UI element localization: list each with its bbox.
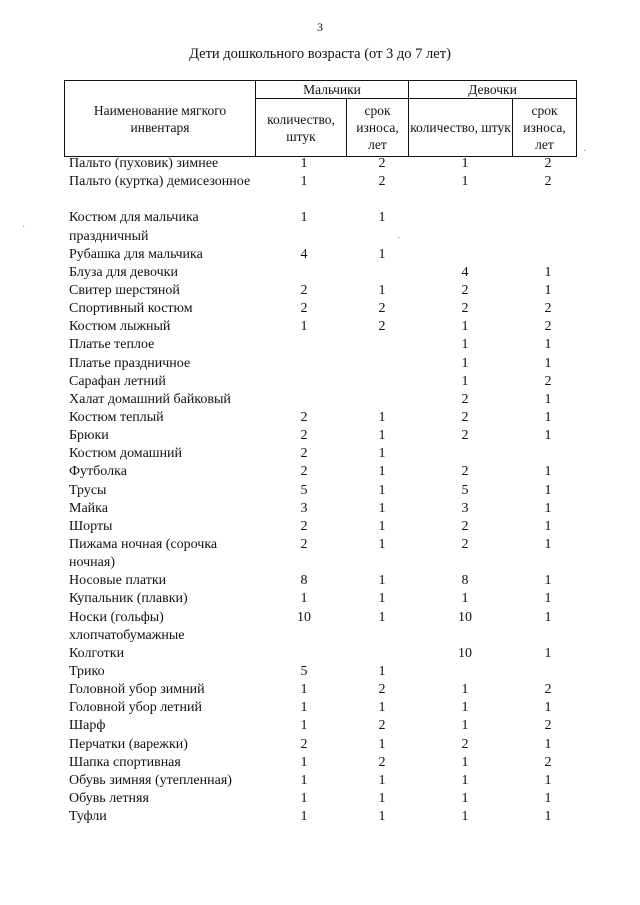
item-name: Пижама ночная (сорочка ночная): [69, 536, 218, 571]
boys-quantity: 1: [300, 591, 308, 607]
table-row: [64, 336, 576, 354]
boys-term: 1: [378, 428, 386, 444]
boys-quantity: 1: [300, 156, 308, 171]
boys-quantity: 2: [300, 428, 308, 444]
boys-quantity: 2: [300, 283, 308, 299]
boys-quantity: 10: [297, 609, 311, 625]
girls-quantity: 2: [461, 428, 469, 444]
table-row: [64, 427, 576, 445]
girls-term: 2: [544, 156, 552, 171]
table-header: [64, 80, 577, 157]
item-name: Перчатки (варежки): [69, 736, 188, 752]
boys-term: 1: [378, 464, 386, 480]
girls-term: 2: [544, 718, 552, 734]
girls-quantity: 2: [461, 536, 469, 552]
boys-quantity: 1: [300, 700, 308, 716]
table-row: [64, 790, 576, 808]
table-row: [64, 572, 576, 590]
item-name: Футболка: [69, 464, 127, 480]
item-name: Брюки: [69, 428, 109, 444]
girls-term: 2: [544, 319, 552, 335]
girls-quantity: 1: [461, 373, 469, 389]
table-row: [64, 609, 576, 645]
table-row: [64, 373, 576, 391]
girls-quantity: 10: [458, 609, 472, 625]
boys-term: 2: [378, 718, 386, 734]
boys-term: 1: [378, 772, 386, 788]
item-name: Костюм лыжный: [69, 319, 171, 335]
boys-term: 1: [378, 536, 386, 552]
item-name: Обувь летняя: [69, 790, 149, 806]
item-name: Головной убор зимний: [69, 682, 205, 698]
item-name: Рубашка для мальчика: [69, 246, 203, 262]
table-row: [64, 518, 576, 536]
boys-term: 1: [378, 210, 386, 226]
girls-term: 2: [544, 174, 552, 190]
boys-quantity: 1: [300, 809, 308, 825]
item-name: Свитер шерстяной: [69, 283, 180, 299]
table-row: [64, 246, 576, 264]
girls-quantity: 1: [461, 174, 469, 190]
boys-term: 2: [378, 754, 386, 770]
boys-quantity: 3: [300, 500, 308, 516]
girls-term: 1: [544, 736, 552, 752]
table-row: [64, 536, 576, 572]
boys-term: 1: [378, 809, 386, 825]
boys-quantity: 2: [300, 464, 308, 480]
boys-quantity: 1: [300, 754, 308, 770]
girls-quantity: 10: [458, 645, 472, 661]
table-row: [64, 681, 576, 699]
girls-term: 1: [544, 464, 552, 480]
header-boys-term: срок износа, лет: [347, 99, 409, 157]
boys-quantity: 2: [300, 446, 308, 462]
table-row: [64, 808, 576, 826]
table-row: [64, 409, 576, 427]
girls-quantity: 1: [461, 790, 469, 806]
boys-term: 1: [378, 664, 386, 679]
scan-mark: ·: [583, 146, 587, 157]
girls-term: 1: [544, 264, 552, 280]
girls-quantity: 1: [461, 754, 469, 770]
table-row: [64, 155, 576, 173]
girls-term: 1: [544, 410, 552, 425]
table-row: [64, 736, 576, 754]
girls-term: 1: [544, 645, 552, 661]
girls-term: 1: [544, 355, 552, 371]
table-row: [64, 717, 576, 735]
boys-quantity: 1: [300, 682, 308, 698]
table-row: [64, 590, 576, 608]
girls-term: 1: [544, 500, 552, 516]
table-row: [64, 209, 576, 245]
item-name: Носовые платки: [69, 573, 167, 589]
girls-quantity: 1: [461, 700, 469, 716]
boys-quantity: 2: [300, 536, 308, 552]
girls-term: 1: [544, 391, 552, 407]
item-name: Головной убор летний: [69, 700, 202, 716]
girls-term: 1: [544, 518, 552, 534]
table-row: [64, 463, 576, 481]
girls-term: 2: [544, 754, 552, 770]
boys-term: 1: [378, 446, 386, 462]
item-name: Шапка спортивная: [69, 754, 181, 770]
boys-term: 2: [378, 682, 386, 698]
girls-term: 1: [544, 428, 552, 444]
girls-term: 1: [544, 700, 552, 716]
boys-term: 1: [378, 246, 386, 262]
girls-term: 2: [544, 682, 552, 698]
girls-quantity: 3: [461, 500, 469, 516]
table-row: [64, 645, 576, 663]
boys-quantity: 1: [300, 174, 308, 190]
girls-term: 1: [544, 591, 552, 607]
scan-mark: ·: [22, 222, 26, 233]
item-name: Костюм теплый: [69, 410, 164, 425]
item-name: Трико: [69, 664, 105, 679]
scan-mark: ·: [397, 233, 401, 244]
page-number: 3: [317, 20, 323, 34]
girls-term: 1: [544, 283, 552, 299]
item-name: Костюм для мальчика праздничный: [69, 210, 199, 244]
girls-term: 1: [544, 609, 552, 625]
item-name: Носки (гольфы) хлопчатобумажные: [69, 609, 185, 643]
item-name: Обувь зимняя (утепленная): [69, 772, 232, 788]
boys-quantity: 1: [300, 319, 308, 335]
girls-quantity: 2: [461, 518, 469, 534]
boys-term: 1: [378, 500, 386, 516]
boys-quantity: 2: [300, 736, 308, 752]
girls-term: 2: [544, 373, 552, 389]
boys-term: 1: [378, 482, 386, 498]
boys-quantity: 2: [300, 518, 308, 534]
girls-term: 1: [544, 482, 552, 498]
girls-quantity: 2: [461, 736, 469, 752]
boys-quantity: 2: [300, 410, 308, 425]
girls-term: 2: [544, 301, 552, 317]
girls-quantity: 1: [461, 591, 469, 607]
boys-term: 1: [378, 573, 386, 589]
table-row: [64, 264, 576, 282]
girls-term: 1: [544, 809, 552, 825]
boys-quantity: 8: [300, 573, 308, 589]
item-name: Сарафан летний: [69, 373, 166, 389]
header-boys-quantity: количество, штук: [256, 99, 347, 157]
boys-term: 1: [378, 283, 386, 299]
table-row: [64, 445, 576, 463]
girls-term: 1: [544, 337, 552, 353]
girls-term: 1: [544, 772, 552, 788]
item-name: Трусы: [69, 482, 107, 498]
item-name: Купальник (плавки): [69, 591, 188, 607]
girls-term: 1: [544, 573, 552, 589]
boys-quantity: 5: [300, 482, 308, 498]
item-name: Колготки: [69, 645, 125, 661]
girls-quantity: 1: [461, 337, 469, 353]
item-name: Блуза для девочки: [69, 264, 178, 280]
boys-term: 1: [378, 591, 386, 607]
boys-quantity: 2: [300, 301, 308, 317]
girls-quantity: 2: [461, 391, 469, 407]
boys-term: 1: [378, 410, 386, 425]
girls-quantity: 1: [461, 319, 469, 335]
girls-quantity: 2: [461, 283, 469, 299]
header-boys: Мальчики: [256, 81, 409, 99]
boys-quantity: 1: [300, 790, 308, 806]
table-row: [64, 355, 576, 373]
girls-quantity: 5: [461, 482, 469, 498]
document-title: Дети дошкольного возраста (от 3 до 7 лет): [189, 46, 451, 62]
item-name: Платье праздничное: [69, 355, 191, 371]
boys-quantity: 1: [300, 772, 308, 788]
girls-quantity: 1: [461, 156, 469, 171]
item-name: Халат домашний байковый: [69, 391, 231, 407]
boys-term: 1: [378, 609, 386, 625]
girls-quantity: 8: [461, 573, 469, 589]
girls-quantity: 2: [461, 464, 469, 480]
girls-quantity: 2: [461, 301, 469, 317]
girls-term: 1: [544, 790, 552, 806]
boys-term: 2: [378, 301, 386, 317]
item-name: Шорты: [69, 518, 113, 534]
item-name: Костюм домашний: [69, 446, 183, 462]
item-name: Платье теплое: [69, 337, 155, 353]
girls-quantity: 1: [461, 718, 469, 734]
girls-quantity: 2: [461, 410, 469, 425]
boys-term: 1: [378, 518, 386, 534]
table-body: [64, 155, 576, 826]
boys-quantity: 4: [300, 246, 308, 262]
header-item-name: Наименование мягкого инвентаря: [65, 81, 256, 157]
boys-quantity: 5: [300, 664, 308, 679]
table-row: [64, 482, 576, 500]
table-row: [64, 300, 576, 318]
boys-term: 2: [378, 156, 386, 171]
girls-term: 1: [544, 536, 552, 552]
boys-term: 2: [378, 319, 386, 335]
item-name: Майка: [69, 500, 108, 516]
table-row: [64, 663, 576, 681]
boys-term: 1: [378, 736, 386, 752]
table-row: [64, 173, 576, 209]
item-name: Пальто (куртка) демисезонное: [69, 174, 251, 190]
table-row: [64, 391, 576, 409]
boys-term: 1: [378, 700, 386, 716]
boys-term: 2: [378, 174, 386, 190]
table-row: [64, 500, 576, 518]
table-row: [64, 318, 576, 336]
header-girls-quantity: количество, штук: [409, 99, 513, 157]
header-girls: Девочки: [409, 81, 577, 99]
girls-quantity: 1: [461, 809, 469, 825]
boys-term: 1: [378, 790, 386, 806]
item-name: Пальто (пуховик) зимнее: [69, 156, 219, 171]
table-row: [64, 754, 576, 772]
boys-quantity: 1: [300, 210, 308, 226]
item-name: Шарф: [69, 718, 106, 734]
item-name: Спортивный костюм: [69, 301, 193, 317]
table-row: [64, 772, 576, 790]
boys-quantity: 1: [300, 718, 308, 734]
table-row: [64, 282, 576, 300]
table-row: [64, 699, 576, 717]
header-girls-term: срок износа, лет: [513, 99, 577, 157]
girls-quantity: 1: [461, 772, 469, 788]
girls-quantity: 1: [461, 355, 469, 371]
item-name: Туфли: [69, 809, 107, 825]
girls-quantity: 1: [461, 682, 469, 698]
girls-quantity: 4: [461, 264, 469, 280]
